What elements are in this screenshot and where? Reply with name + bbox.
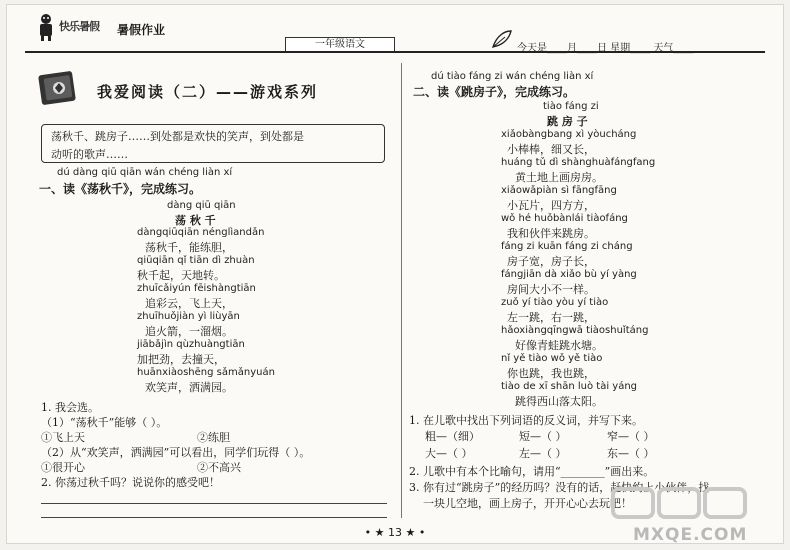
task-one-pinyin: dú dàng qiū qiān wán chéng liàn xí [57, 167, 233, 178]
poem-one-line-pinyin: zhuīhuǒjiàn yì liùyān [137, 311, 240, 322]
brand-logo-text: 快乐暑假 [59, 20, 99, 33]
antonym-pair-left[interactable]: 左—（ ） [519, 447, 567, 460]
star-decoration-icon: • ★ [364, 526, 388, 539]
leaf-icon [491, 29, 513, 49]
poem-two-line: 跳得西山落太阳。 [515, 395, 603, 408]
brand [35, 13, 175, 43]
watermark-text: MXQE.COM [633, 525, 748, 545]
intro-line-1: 荡秋千、跳房子……到处都是欢快的笑声，到处都是 [51, 130, 304, 143]
poem-one-line: 加把劲，去撞天， [137, 353, 225, 366]
page-header [7, 5, 783, 54]
question-experience-line-1: 3. 你有过“跳房子”的经历吗？没有的话，赶快约上小伙伴，找 [409, 481, 710, 494]
poem-one-line: 荡秋千，能练胆， [145, 241, 233, 254]
antonym-pair-thick: 粗—（细） [425, 430, 480, 443]
question-antonyms: 1. 在儿歌中找出下列词语的反义词，并写下来。 [409, 414, 643, 427]
poem-one-title-pinyin: dàng qiū qiān [167, 200, 236, 211]
poem-two-line: 房子宽，房子长， [507, 255, 595, 268]
task-two-pinyin: dú tiào fáng zi wán chéng liàn xí [431, 71, 594, 82]
header-rule [25, 51, 765, 53]
poem-one-line-pinyin: qiūqiān qǐ tiān dì zhuàn [137, 255, 255, 266]
poem-two-line: 房间大小不一样。 [507, 283, 595, 296]
poem-two-line: 好像青蛙跳水塘。 [515, 339, 603, 352]
answer-line[interactable] [41, 517, 387, 518]
poem-one-line-pinyin: dàngqiūqiān nénglìandǎn [137, 227, 265, 238]
question-two: 2. 你荡过秋千吗？说说你的感受吧！ [41, 476, 220, 489]
reading-book-icon [37, 71, 79, 107]
intro-line-2: 动听的歌声…… [51, 148, 128, 161]
poem-one-line: 秋千起，天地转。 [137, 269, 225, 282]
poem-two-line-pinyin: fáng zi kuān fáng zi cháng [501, 241, 633, 252]
section-title: 我爱阅读（二）——游戏系列 [97, 83, 319, 101]
poem-two-line-pinyin: wǒ hé huǒbànlái tiàofáng [501, 213, 628, 224]
poem-one-line: 欢笑声，洒满园。 [145, 381, 233, 394]
option-courage[interactable]: ②练胆 [197, 431, 230, 444]
poem-two-line-pinyin: xiǎobàngbang xì yòucháng [501, 129, 637, 140]
poem-two-title-pinyin: tiào fáng zi [543, 101, 599, 112]
poem-two-line-pinyin: zuǒ yí tiào yòu yí tiào [501, 297, 609, 308]
antonym-pair-big[interactable]: 大—（ ） [425, 447, 473, 460]
poem-two-line: 小瓦片，四方方， [507, 199, 595, 212]
poem-two-line-pinyin: fángjiān dà xiǎo bù yí yàng [501, 269, 637, 280]
task-one-heading: 一、读《荡秋千》，完成练习。 [39, 182, 202, 196]
poem-two-line: 黄土地上画房房。 [515, 171, 603, 184]
poem-one-line: 追彩云，飞上天， [145, 297, 233, 310]
poem-two-line-pinyin: xiǎowǎpiàn sì fāngfāng [501, 185, 617, 196]
poem-two-line: 你也跳，我也跳， [507, 367, 595, 380]
antonym-pair-east[interactable]: 东—（ ） [607, 447, 655, 460]
option-fly[interactable]: ①飞上天 [41, 431, 85, 444]
question-one: 1. 我会选。 [41, 401, 99, 414]
poem-two-line: 我和伙伴来跳房。 [507, 227, 595, 240]
poem-two-line-pinyin: huáng tǔ dì shànghuàfángfang [501, 157, 656, 168]
poem-one-line-pinyin: jiābǎjìn qùzhuàngtiān [137, 339, 245, 350]
question-one-part-two: （2）从“欢笑声，洒满园”可以看出，同学们玩得（ ）。 [41, 446, 311, 459]
antonym-pair-narrow[interactable]: 窄—（ ） [607, 430, 655, 443]
mascot-icon [35, 13, 57, 41]
poem-two-line: 左一跳，右一跳， [507, 311, 595, 324]
subject-label: 一年级语文 [285, 37, 395, 52]
poem-two-title: 跳 房 子 [547, 115, 588, 128]
question-one-part-one: （1）“荡秋千”能够（ ）。 [41, 416, 168, 429]
question-experience-line-2: 一块儿空地，画上房子，开开心心去玩吧！ [423, 497, 632, 510]
column-divider [401, 63, 402, 518]
date-weather-line: 今天是____月____日 星期____ 天气____ [517, 43, 694, 54]
question-metaphor: 2. 儿歌中有本个比喻句，请用“________”画出来。 [409, 465, 655, 478]
poem-one-line-pinyin: zhuīcǎiyún fēishàngtiān [137, 283, 256, 294]
task-two-heading: 二、读《跳房子》，完成练习。 [413, 85, 576, 99]
star-decoration-icon: ★ • [405, 526, 426, 539]
poem-one-line-pinyin: huānxiàoshēng sǎmǎnyuán [137, 367, 275, 378]
poem-one-title: 荡 秋 千 [175, 214, 216, 227]
answer-line[interactable] [41, 503, 387, 504]
option-unhappy[interactable]: ②不高兴 [197, 461, 241, 474]
poem-two-line-pinyin: nǐ yě tiào wǒ yě tiào [501, 353, 603, 364]
brand-title: 暑假作业 [117, 23, 166, 37]
poem-two-line-pinyin: hǎoxiàngqīngwā tiàoshuǐtáng [501, 325, 649, 336]
page-number: 13 [387, 526, 402, 539]
antonym-pair-short[interactable]: 短—（ ） [519, 430, 567, 443]
option-happy[interactable]: ①很开心 [41, 461, 85, 474]
poem-one-line: 追火箭，一溜烟。 [145, 325, 233, 338]
workbook-page [6, 4, 784, 544]
poem-two-line-pinyin: tiào de xī shān luò tài yáng [501, 381, 638, 392]
poem-two-line: 小棒棒，细又长， [507, 143, 595, 156]
